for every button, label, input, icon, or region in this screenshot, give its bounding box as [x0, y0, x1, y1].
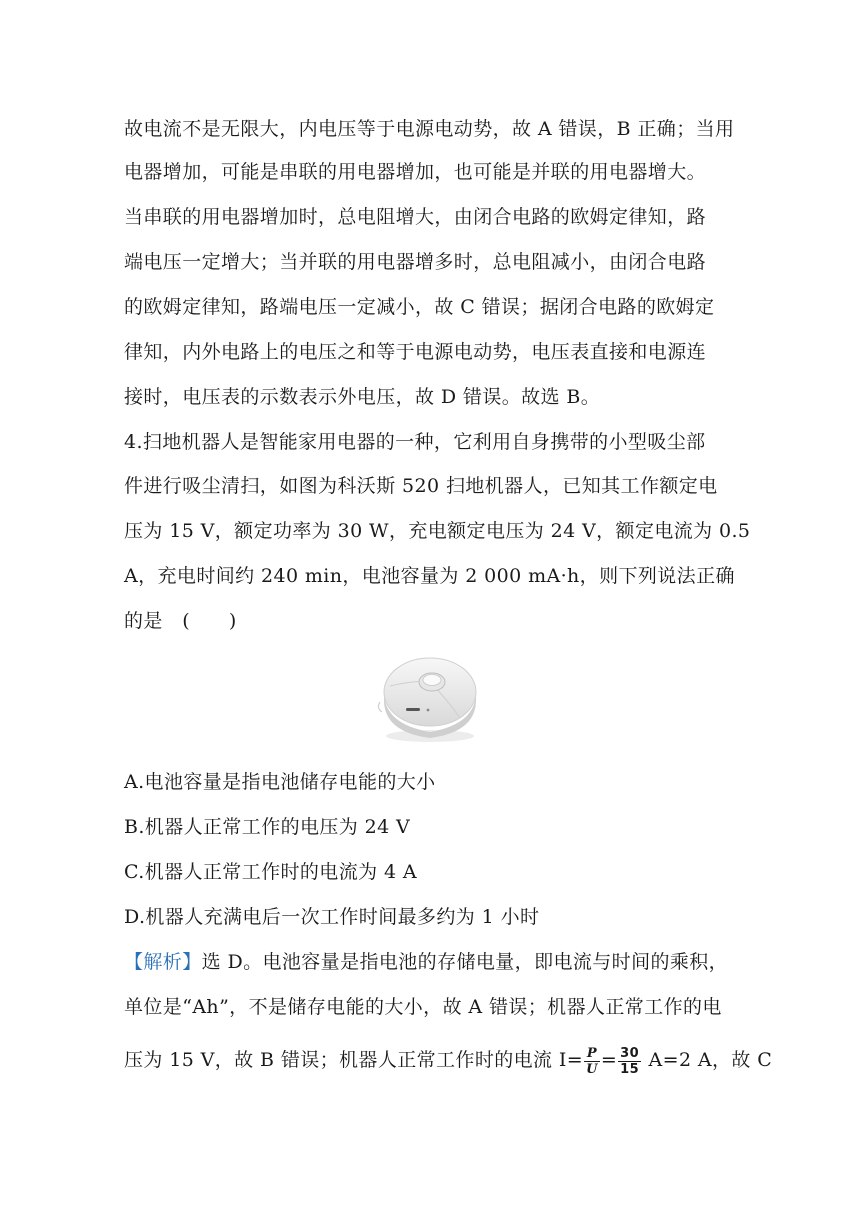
text-line: 当串联的用电器增加时，总电阻增大，由闭合电路的欧姆定律知，路 — [124, 206, 707, 228]
equals-sign: = — [600, 1049, 618, 1071]
option-b: B.机器人正常工作的电压为 24 V — [124, 816, 411, 838]
fraction-p-over-u — [584, 1046, 600, 1077]
robot-vacuum-image — [376, 652, 484, 744]
question-line: 件进行吸尘清扫，如图为科沃斯 520 扫地机器人，已知其工作额定电 — [124, 475, 718, 497]
text-line: 律知，内外电路上的电压之和等于电源电动势，电压表直接和电源连 — [124, 341, 707, 363]
fraction-numerator: P — [584, 1046, 600, 1062]
analysis-text: 压为 15 V，故 B 错误；机器人正常工作时的电流 I= — [124, 1049, 584, 1071]
option-d: D.机器人充满电后一次工作时间最多约为 1 小时 — [124, 906, 540, 928]
analysis-line — [124, 1040, 773, 1080]
question-line: A，充电时间约 240 min，电池容量为 2 000 mA·h，则下列说法正确 — [124, 565, 735, 587]
fraction-denominator: U — [586, 1061, 598, 1077]
fraction-denominator: 15 — [620, 1061, 640, 1077]
analysis-text: A=2 A，故 C — [642, 1049, 773, 1071]
fraction-numerator: 30 — [620, 1045, 640, 1061]
option-c: C.机器人正常工作时的电流为 4 A — [124, 861, 417, 883]
analysis-text: 选 D。电池容量是指电池的存储电量，即电流与时间的乘积， — [201, 951, 729, 973]
question-line: 压为 15 V，额定功率为 30 W，充电额定电压为 24 V，额定电流为 0.5 — [124, 520, 751, 542]
question-line: 的是 ( ) — [124, 610, 237, 632]
fraction-30-over-15 — [618, 1046, 641, 1077]
text-line: 的欧姆定律知，路端电压一定减小，故 C 错误；据闭合电路的欧姆定 — [124, 296, 715, 318]
text-line: 电器增加，可能是串联的用电器增加，也可能是并联的用电器增大。 — [124, 161, 707, 183]
text-line: 接时，电压表的示数表示外电压，故 D 错误。故选 B。 — [124, 386, 601, 408]
analysis-line — [124, 950, 744, 974]
text-line: 端电压一定增大；当并联的用电器增多时，总电阻减小，由闭合电路 — [124, 251, 707, 273]
analysis-line: 单位是“Ah”，不是储存电能的大小，故 A 错误；机器人正常工作的电 — [124, 996, 722, 1018]
text-line: 故电流不是无限大，内电压等于电源电动势，故 A 错误，B 正确；当用 — [124, 118, 735, 140]
option-a: A.电池容量是指电池储存电能的大小 — [124, 771, 436, 793]
question-line: 4.扫地机器人是智能家用电器的一种，它利用自身携带的小型吸尘部 — [124, 431, 706, 453]
analysis-label: 【解析】 — [124, 951, 202, 973]
